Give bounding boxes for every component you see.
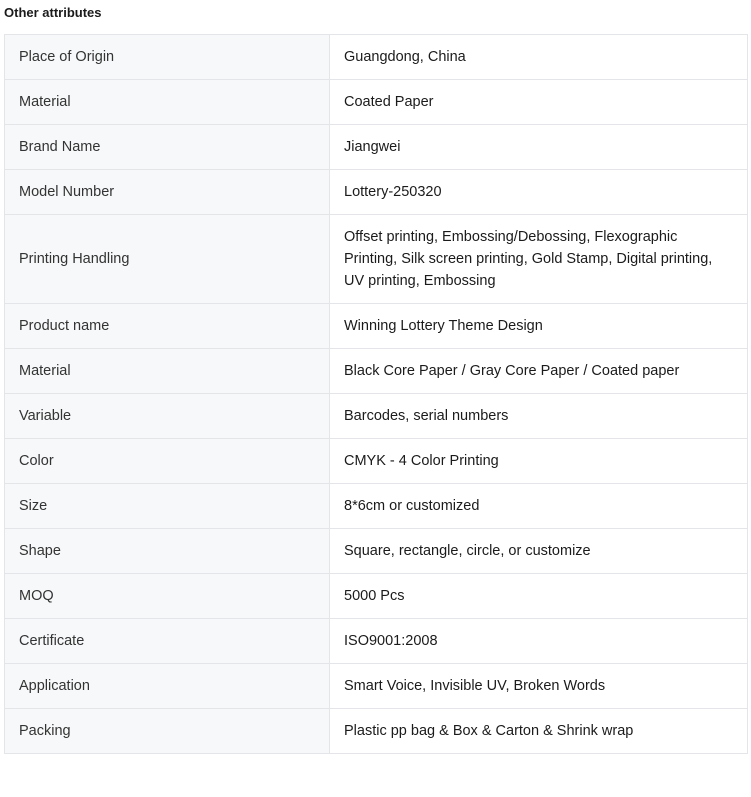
table-row [5, 484, 748, 529]
attribute-key: Color [5, 439, 330, 484]
table-row [5, 529, 748, 574]
attribute-key: Shape [5, 529, 330, 574]
attribute-value: 8*6cm or customized [330, 484, 748, 529]
table-row [5, 619, 748, 664]
other-attributes-table [4, 34, 748, 754]
section-title: Other attributes [4, 5, 102, 20]
attribute-key: Variable [5, 394, 330, 439]
attributes-table-body [5, 35, 748, 754]
attribute-key: Model Number [5, 170, 330, 215]
attribute-value: Lottery-250320 [330, 170, 748, 215]
attribute-key: Place of Origin [5, 35, 330, 80]
attribute-value: Offset printing, Embossing/Debossing, Flexographic Printing, Silk screen printing, Gold Stamp, Digital printing, UV printing, Embossing [330, 215, 748, 304]
table-row [5, 394, 748, 439]
table-row [5, 574, 748, 619]
attribute-value: Plastic pp bag & Box & Carton & Shrink wrap [330, 709, 748, 754]
attribute-key: Printing Handling [5, 215, 330, 304]
attribute-value: Barcodes, serial numbers [330, 394, 748, 439]
attribute-key: MOQ [5, 574, 330, 619]
table-row [5, 35, 748, 80]
table-row [5, 125, 748, 170]
attribute-value: Square, rectangle, circle, or customize [330, 529, 748, 574]
attribute-value: Smart Voice, Invisible UV, Broken Words [330, 664, 748, 709]
attribute-key: Packing [5, 709, 330, 754]
attribute-value: Guangdong, China [330, 35, 748, 80]
attribute-value: CMYK - 4 Color Printing [330, 439, 748, 484]
table-row [5, 664, 748, 709]
attribute-key: Product name [5, 304, 330, 349]
table-row [5, 439, 748, 484]
table-row [5, 349, 748, 394]
table-row [5, 304, 748, 349]
attribute-value: Black Core Paper / Gray Core Paper / Coated paper [330, 349, 748, 394]
table-row [5, 170, 748, 215]
table-row [5, 709, 748, 754]
attribute-key: Application [5, 664, 330, 709]
attribute-value: 5000 Pcs [330, 574, 748, 619]
attribute-value: Winning Lottery Theme Design [330, 304, 748, 349]
attribute-key: Material [5, 80, 330, 125]
attribute-value: Jiangwei [330, 125, 748, 170]
attribute-value: ISO9001:2008 [330, 619, 748, 664]
attribute-key: Material [5, 349, 330, 394]
attribute-key: Size [5, 484, 330, 529]
attribute-value: Coated Paper [330, 80, 748, 125]
table-row [5, 215, 748, 304]
attribute-key: Certificate [5, 619, 330, 664]
table-row [5, 80, 748, 125]
attribute-key: Brand Name [5, 125, 330, 170]
